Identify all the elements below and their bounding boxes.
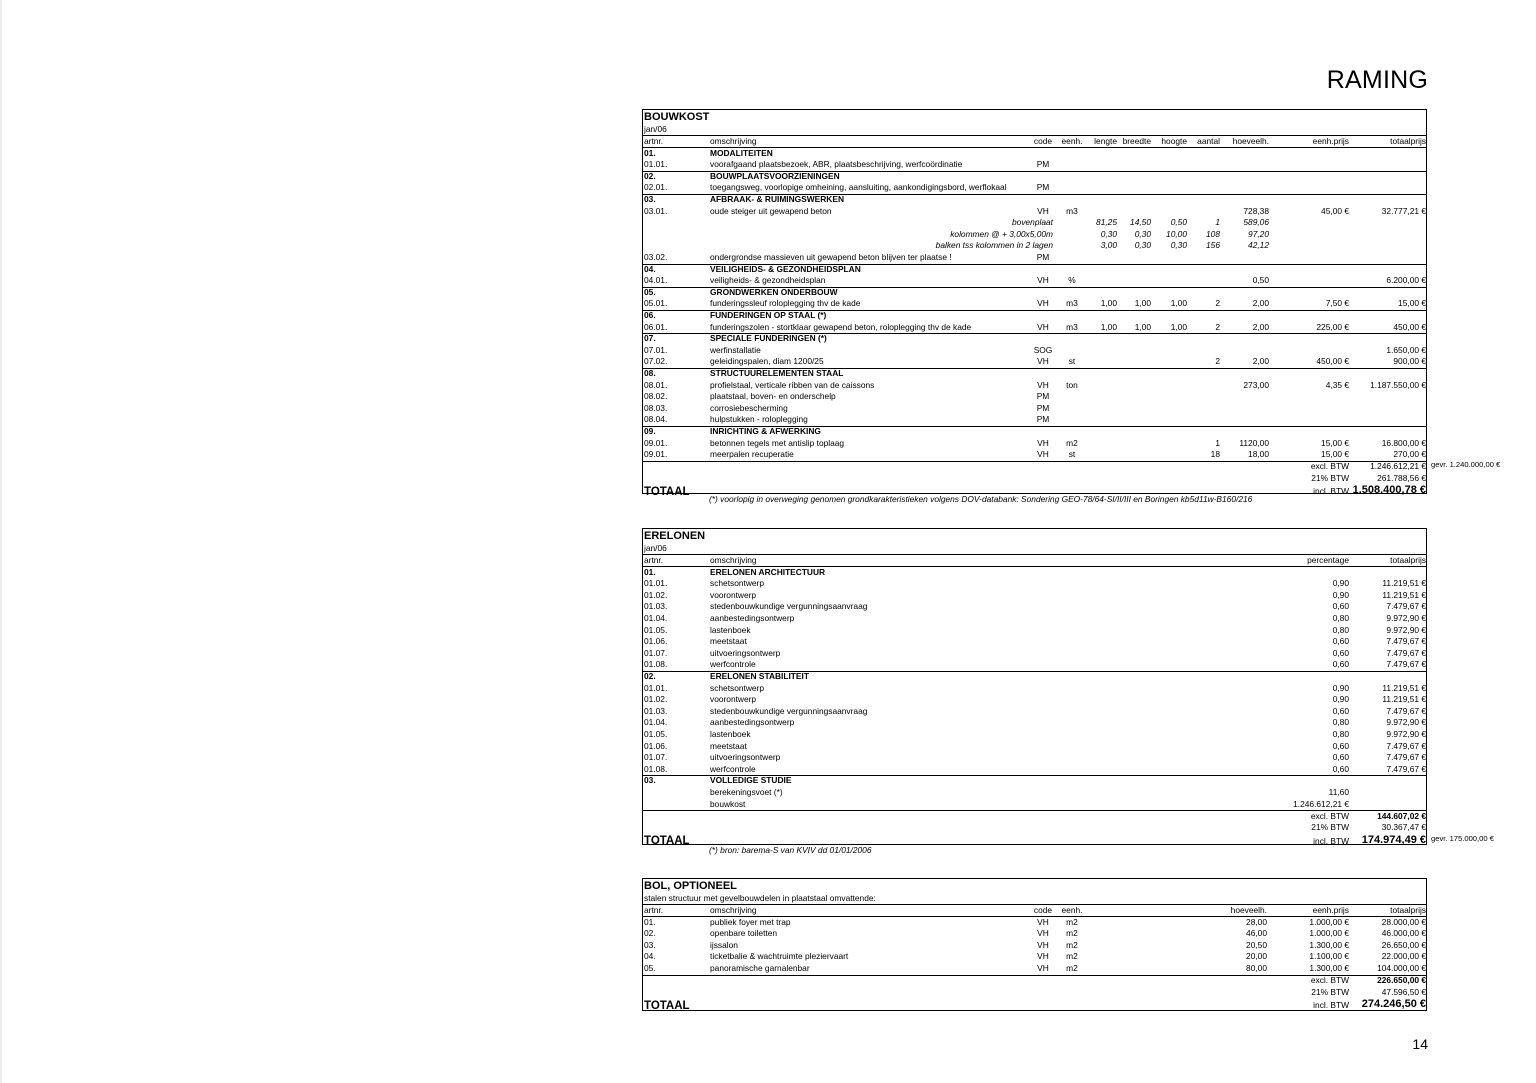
column-header-omschrijving: omschrijving xyxy=(710,905,757,915)
item-tot: 7.479,67 € xyxy=(1386,740,1426,751)
item-nr: 03.01. xyxy=(644,205,668,216)
item-q: 46,00 xyxy=(1246,928,1267,939)
item-nr: 05.01. xyxy=(644,298,668,309)
excl-btw-label: excl. BTW xyxy=(1310,975,1349,985)
item-pct: 0,60 xyxy=(1332,705,1349,716)
item-pct: 0,60 xyxy=(1332,659,1349,670)
item-q: 28,00 xyxy=(1246,916,1267,927)
column-header-omschrijving: omschrijving xyxy=(710,136,757,146)
vat-value: 47.596,50 € xyxy=(1381,986,1426,997)
total-label: TOTAAL xyxy=(644,485,690,498)
erelonen-table xyxy=(642,528,1427,848)
section-number: 09. xyxy=(644,425,656,436)
item-b: 1,00 xyxy=(1134,321,1151,332)
vat-label: 21% BTW xyxy=(1311,986,1349,997)
item-tot: 7.479,67 € xyxy=(1386,763,1426,774)
item-unit: st xyxy=(1068,449,1076,460)
item-nr: 02. xyxy=(644,928,656,939)
total-label: TOTAAL xyxy=(644,999,690,1012)
item-pct: 0,60 xyxy=(1332,763,1349,774)
bol-table xyxy=(642,878,1427,1011)
item-tot: 26.650,00 € xyxy=(1381,939,1426,950)
column-header-eenh: eenh. xyxy=(1061,905,1083,915)
table-date: jan/06 xyxy=(644,124,667,134)
item-h: 1,00 xyxy=(1170,298,1187,309)
item-l: 1,00 xyxy=(1100,298,1117,309)
item-nr: 01.01. xyxy=(644,578,668,589)
section-title: BOUWPLAATSVOORZIENINGEN xyxy=(710,170,840,181)
item-tot: 9.972,90 € xyxy=(1386,612,1426,623)
item-pct: 0,80 xyxy=(1332,717,1349,728)
item-n: 2 xyxy=(1215,356,1220,367)
item-nr: 01.07. xyxy=(644,647,668,658)
item-description: veiligheids- & gezondheidsplan xyxy=(710,275,826,286)
column-header-totaalprijs: totaalprijs xyxy=(1390,136,1426,146)
item-tot: 11.219,51 € xyxy=(1382,682,1426,693)
excl-btw-value: 226.650,00 € xyxy=(1377,975,1426,985)
item-q: 273,00 xyxy=(1243,379,1269,390)
item-description: ondergrondse massieven uit gewapend beton blijven ter plaatse ! xyxy=(710,251,952,262)
item-nr: 01.01. xyxy=(644,159,668,170)
item-nr: 08.03. xyxy=(644,402,668,413)
item-tot: 11.219,51 € xyxy=(1382,589,1426,600)
item-up: 225,00 € xyxy=(1316,321,1349,332)
item-tot: 9.972,90 € xyxy=(1386,717,1426,728)
column-header-code: code xyxy=(1033,136,1053,146)
item-description: geleidingspalen, diam 1200/25 xyxy=(710,356,824,367)
item-description: funderingszolen - stortklaar gewapend beton, roloplegging thv de kade xyxy=(710,321,972,332)
incl-btw-value: 174.974,49 € xyxy=(1361,833,1426,846)
item-tot: 9.972,90 € xyxy=(1386,728,1426,739)
item-nr: 08.02. xyxy=(644,391,668,402)
detail-q: 589,06 xyxy=(1243,217,1269,228)
item-pct: 0,80 xyxy=(1332,612,1349,623)
item-nr: 01.08. xyxy=(644,659,668,670)
item-description: schetsontwerp xyxy=(710,578,764,589)
item-description: panoramische garnalenbar xyxy=(710,962,810,973)
item-description: ticketbalie & wachtruimte pleziervaart xyxy=(710,951,849,962)
item-code: VH xyxy=(1037,275,1049,286)
item-description: openbare toiletten xyxy=(710,928,778,939)
item-tot: 11.219,51 € xyxy=(1382,694,1426,705)
excl-btw-label: excl. BTW xyxy=(1310,461,1349,472)
item-code: VH xyxy=(1037,916,1049,927)
item-description: aanbestedingsontwerp xyxy=(710,612,795,623)
item-tot: 1.187.550,00 € xyxy=(1370,379,1426,390)
section-number: 03. xyxy=(644,193,656,204)
column-header-eenhprijs: eenh.prijs xyxy=(1312,905,1349,915)
item-code: PM xyxy=(1036,251,1050,262)
item-nr: 05. xyxy=(644,962,656,973)
item-unit: m2 xyxy=(1066,951,1078,962)
item-tot: 7.479,67 € xyxy=(1386,647,1426,658)
item-tot: 900,00 € xyxy=(1393,356,1426,367)
detail-b: 14,50 xyxy=(1130,217,1151,228)
detail-n: 108 xyxy=(1206,228,1220,239)
section-title: ERELONEN STABILITEIT xyxy=(710,670,809,681)
item-q: 0,50 xyxy=(1252,275,1269,286)
item-description: toegangsweg, voorlopige omheining, aansluiting, aankondigingsbord, werflokaal xyxy=(710,182,1007,193)
vat-value: 30.367,47 € xyxy=(1381,822,1426,833)
column-header-code: code xyxy=(1033,905,1053,915)
table-subtitle: stalen structuur met gevelbouwdelen in plaatstaal omvattende: xyxy=(644,893,876,903)
section-number: 06. xyxy=(644,309,656,320)
item-pct: 0,90 xyxy=(1332,694,1349,705)
item-up: 450,00 € xyxy=(1316,356,1349,367)
item-unit: m2 xyxy=(1066,437,1078,448)
item-description: uitvoeringsontwerp xyxy=(710,752,781,763)
item-unit: m3 xyxy=(1066,321,1078,332)
item-description: hulpstukken - roloplegging xyxy=(710,414,808,425)
item-code: PM xyxy=(1036,414,1050,425)
section-number: 02. xyxy=(644,170,656,181)
item-q: 80,00 xyxy=(1246,962,1267,973)
item-description: corrosiebescherming xyxy=(710,402,788,413)
item-code: VH xyxy=(1037,356,1049,367)
excl-btw-label: excl. BTW xyxy=(1310,810,1349,821)
incl-btw-value: 274.246,50 € xyxy=(1361,998,1426,1010)
item-description: bouwkost xyxy=(710,798,746,809)
detail-b: 0,30 xyxy=(1134,228,1151,239)
item-unit: m2 xyxy=(1066,916,1078,927)
item-code: VH xyxy=(1037,379,1049,390)
column-header-hoeveelh: hoeveelh. xyxy=(1232,136,1269,146)
excl-btw-value: 1.246.612,21 € xyxy=(1370,461,1426,472)
item-nr: 09.01. xyxy=(644,437,668,448)
item-nr: 01.05. xyxy=(644,728,668,739)
item-n: 18 xyxy=(1210,449,1220,460)
item-code: VH xyxy=(1037,951,1049,962)
item-q: 20,50 xyxy=(1246,939,1267,950)
column-header-totaalprijs: totaalprijs xyxy=(1390,905,1426,915)
item-q: 1120,00 xyxy=(1239,437,1269,448)
page-number: 14 xyxy=(1412,1036,1428,1052)
item-tot: 16.800,00 € xyxy=(1381,437,1426,448)
column-header-artnr: artnr. xyxy=(644,555,664,565)
item-unit: m2 xyxy=(1066,962,1078,973)
item-q: 2,00 xyxy=(1252,321,1269,332)
item-code: VH xyxy=(1037,321,1049,332)
detail-q: 42,12 xyxy=(1248,240,1269,251)
item-description: plaatstaal, boven- en onderschelp xyxy=(710,391,836,402)
bouwkost-requested-amount: gevr. 1.240.000,00 € xyxy=(1431,460,1501,469)
item-description: meerpalen recuperatie xyxy=(710,449,794,460)
item-q: 2,00 xyxy=(1252,356,1269,367)
section-title: MODALITEITEN xyxy=(710,147,773,158)
section-number: 04. xyxy=(644,263,656,274)
detail-label: balken tss kolommen in 2 lagen xyxy=(935,240,1053,251)
item-nr: 07.01. xyxy=(644,344,668,355)
item-code: PM xyxy=(1036,402,1050,413)
item-up: 1.100,00 € xyxy=(1309,951,1349,962)
column-header-lengte: lengte xyxy=(1094,136,1117,146)
vat-value: 261.788,56 € xyxy=(1377,472,1426,483)
item-tot: 9.972,90 € xyxy=(1386,624,1426,635)
item-nr: 02.01. xyxy=(644,182,668,193)
item-n: 1 xyxy=(1215,437,1220,448)
table-title: BOUWKOST xyxy=(644,111,710,123)
item-q: 728,38 xyxy=(1243,205,1269,216)
item-nr: 03.02. xyxy=(644,251,668,262)
item-nr: 03. xyxy=(644,939,656,950)
item-description: werfinstallatie xyxy=(710,344,761,355)
section-title: AFBRAAK- & RUIMINGSWERKEN xyxy=(710,193,844,204)
item-up: 1.000,00 € xyxy=(1309,916,1349,927)
detail-b: 0,30 xyxy=(1134,240,1151,251)
vat-label: 21% BTW xyxy=(1311,472,1349,483)
item-tot: 7.479,67 € xyxy=(1386,636,1426,647)
item-nr: 04.01. xyxy=(644,275,668,286)
item-tot: 104.000,00 € xyxy=(1377,962,1426,973)
item-description: berekeningsvoet (*) xyxy=(710,786,783,797)
item-tot: 7.479,67 € xyxy=(1386,752,1426,763)
item-nr: 01.06. xyxy=(644,636,668,647)
column-header-totaalprijs: totaalprijs xyxy=(1390,555,1426,565)
item-code: VH xyxy=(1037,962,1049,973)
item-n: 2 xyxy=(1215,321,1220,332)
item-up: 7,50 € xyxy=(1325,298,1349,309)
item-nr: 01.07. xyxy=(644,752,668,763)
item-up: 1.300,00 € xyxy=(1309,962,1349,973)
item-nr: 01.05. xyxy=(644,624,668,635)
item-pct: 0,60 xyxy=(1332,601,1349,612)
item-code: VH xyxy=(1037,437,1049,448)
detail-l: 0,30 xyxy=(1100,228,1117,239)
item-pct: 1.246.612,21 € xyxy=(1293,798,1349,809)
item-l: 1,00 xyxy=(1100,321,1117,332)
section-title: INRICHTING & AFWERKING xyxy=(710,425,821,436)
item-b: 1,00 xyxy=(1134,298,1151,309)
item-description: voorafgaand plaatsbezoek, ABR, plaatsbeschrijving, werfcoördinatie xyxy=(710,159,963,170)
item-nr: 01.03. xyxy=(644,705,668,716)
section-title: FUNDERINGEN OP STAAL (*) xyxy=(710,309,827,320)
item-description: werfcontrole xyxy=(710,763,756,774)
section-title: VOLLEDIGE STUDIE xyxy=(710,775,792,786)
detail-h: 0,30 xyxy=(1170,240,1187,251)
erelonen-footnote: (*) bron: barema-S van KVIV dd 01/01/2006 xyxy=(709,845,872,855)
section-title: GRONDWERKEN ONDERBOUW xyxy=(710,286,838,297)
item-tot: 46.000,00 € xyxy=(1381,928,1426,939)
item-description: aanbestedingsontwerp xyxy=(710,717,795,728)
item-unit: % xyxy=(1068,275,1076,286)
item-up: 45,00 € xyxy=(1321,205,1349,216)
item-up: 1.000,00 € xyxy=(1309,928,1349,939)
detail-n: 1 xyxy=(1215,217,1220,228)
item-tot: 28.000,00 € xyxy=(1381,916,1426,927)
bouwkost-table xyxy=(642,109,1427,498)
item-nr: 09.01. xyxy=(644,449,668,460)
item-nr: 01.04. xyxy=(644,717,668,728)
column-header-artnr: artnr. xyxy=(644,905,664,915)
section-title: STRUCTUURELEMENTEN STAAL xyxy=(710,367,844,378)
item-description: funderingssleuf roloplegging thv de kade xyxy=(710,298,861,309)
item-n: 2 xyxy=(1215,298,1220,309)
item-pct: 0,90 xyxy=(1332,589,1349,600)
item-code: VH xyxy=(1037,928,1049,939)
item-code: VH xyxy=(1037,298,1049,309)
column-header-hoeveelh: hoeveelh. xyxy=(1230,905,1267,915)
excl-btw-value: 144.607,02 € xyxy=(1377,810,1426,821)
section-title: VEILIGHEIDS- & GEZONDHEIDSPLAN xyxy=(710,263,861,274)
section-number: 01. xyxy=(644,147,656,158)
item-nr: 01.01. xyxy=(644,682,668,693)
column-header-eenhprijs: eenh.prijs xyxy=(1312,136,1349,146)
incl-btw-label: incl. BTW xyxy=(1313,1000,1349,1010)
item-up: 1.300,00 € xyxy=(1309,939,1349,950)
detail-h: 10,00 xyxy=(1166,228,1187,239)
item-code: PM xyxy=(1036,159,1050,170)
item-description: voorontwerp xyxy=(710,694,757,705)
item-q: 2,00 xyxy=(1252,298,1269,309)
vat-label: 21% BTW xyxy=(1311,822,1349,833)
item-description: betonnen tegels met antislip toplaag xyxy=(710,437,845,448)
detail-l: 81,25 xyxy=(1096,217,1117,228)
item-unit: m3 xyxy=(1066,205,1078,216)
item-code: PM xyxy=(1036,391,1050,402)
item-h: 1,00 xyxy=(1170,321,1187,332)
column-header-breedte: breedte xyxy=(1122,136,1151,146)
item-unit: m2 xyxy=(1066,928,1078,939)
section-number: 02. xyxy=(644,670,656,681)
item-tot: 7.479,67 € xyxy=(1386,659,1426,670)
item-q: 18,00 xyxy=(1248,449,1269,460)
item-nr: 01.02. xyxy=(644,694,668,705)
item-nr: 01.08. xyxy=(644,763,668,774)
item-tot: 7.479,67 € xyxy=(1386,705,1426,716)
item-nr: 08.01. xyxy=(644,379,668,390)
item-tot: 270,00 € xyxy=(1393,449,1426,460)
item-code: VH xyxy=(1037,205,1049,216)
item-pct: 0,90 xyxy=(1332,682,1349,693)
detail-n: 156 xyxy=(1206,240,1220,251)
bouwkost-footnote: (*) voorlopig in overweging genomen grondkarakteristieken volgens DOV-databank: Sondering GEO-78/64-SI/II/III en Boringen kb5d11w-B160/216 xyxy=(709,494,1253,504)
table-title: ERELONEN xyxy=(644,530,706,542)
item-description: lastenboek xyxy=(710,624,751,635)
section-number: 03. xyxy=(644,775,656,786)
column-header-omschrijving: omschrijving xyxy=(710,555,757,565)
item-tot: 15,00 € xyxy=(1398,298,1426,309)
item-description: voorontwerp xyxy=(710,589,757,600)
section-number: 08. xyxy=(644,367,656,378)
item-nr: 04. xyxy=(644,951,656,962)
item-nr: 06.01. xyxy=(644,321,668,332)
item-nr: 07.02. xyxy=(644,356,668,367)
item-pct: 0,60 xyxy=(1332,647,1349,658)
item-q: 20,00 xyxy=(1246,951,1267,962)
detail-label: kolommen @ + 3,00x5,00m xyxy=(950,228,1053,239)
total-label: TOTAAL xyxy=(644,835,690,848)
detail-l: 3,00 xyxy=(1100,240,1117,251)
section-number: 05. xyxy=(644,286,656,297)
column-header-artnr: artnr. xyxy=(644,136,664,146)
item-up: 4,35 € xyxy=(1325,379,1349,390)
item-description: lastenboek xyxy=(710,728,751,739)
item-pct: 11,60 xyxy=(1328,786,1349,797)
item-tot: 1.650,00 € xyxy=(1386,344,1426,355)
item-code: SOG xyxy=(1033,344,1053,355)
incl-btw-label: incl. BTW xyxy=(1313,486,1349,497)
item-description: oude steiger uit gewapend beton xyxy=(710,205,832,216)
item-description: profielstaal, verticale ribben van de caissons xyxy=(710,379,875,390)
column-header-eenh: eenh. xyxy=(1061,136,1083,146)
item-tot: 32.777,21 € xyxy=(1381,205,1426,216)
item-description: ijssalon xyxy=(710,939,738,950)
item-code: VH xyxy=(1037,449,1049,460)
item-pct: 0,80 xyxy=(1332,728,1349,739)
item-unit: m2 xyxy=(1066,939,1078,950)
item-up: 15,00 € xyxy=(1321,449,1349,460)
item-code: VH xyxy=(1037,939,1049,950)
item-pct: 0,60 xyxy=(1332,636,1349,647)
item-unit: ton xyxy=(1066,379,1078,390)
column-header-percentage: percentage xyxy=(1307,555,1349,565)
item-unit: st xyxy=(1068,356,1076,367)
item-tot: 11.219,51 € xyxy=(1382,578,1426,589)
page-edge xyxy=(0,0,2,1083)
incl-btw-value: 1.508.400,78 € xyxy=(1352,484,1426,497)
item-description: stedenbouwkundige vergunningsaanvraag xyxy=(710,705,868,716)
item-nr: 01.06. xyxy=(644,740,668,751)
item-up: 15,00 € xyxy=(1321,437,1349,448)
item-description: werfcontrole xyxy=(710,659,756,670)
erelonen-requested-amount: gevr. 175.000,00 € xyxy=(1431,834,1494,843)
item-description: stedenbouwkundige vergunningsaanvraag xyxy=(710,601,868,612)
item-nr: 01.04. xyxy=(644,612,668,623)
section-title: ERELONEN ARCHITECTUUR xyxy=(710,566,826,577)
item-nr: 01.02. xyxy=(644,589,668,600)
item-description: schetsontwerp xyxy=(710,682,764,693)
item-pct: 0,60 xyxy=(1332,740,1349,751)
item-description: meetstaat xyxy=(710,636,747,647)
item-unit: m3 xyxy=(1066,298,1078,309)
section-number: 01. xyxy=(644,566,656,577)
table-date: jan/06 xyxy=(644,543,667,553)
item-pct: 0,60 xyxy=(1332,752,1349,763)
incl-btw-label: incl. BTW xyxy=(1313,835,1349,846)
column-header-hoogte: hoogte xyxy=(1161,136,1187,146)
item-tot: 22.000,00 € xyxy=(1381,951,1426,962)
item-tot: 7.479,67 € xyxy=(1386,601,1426,612)
item-pct: 0,80 xyxy=(1332,624,1349,635)
item-code: PM xyxy=(1036,182,1050,193)
detail-h: 0,50 xyxy=(1170,217,1187,228)
detail-label: bovenplaat xyxy=(1012,217,1053,228)
section-number: 07. xyxy=(644,333,656,344)
item-tot: 6.200,00 € xyxy=(1386,275,1426,286)
item-pct: 0,90 xyxy=(1332,578,1349,589)
page-title: RAMING xyxy=(1326,66,1428,94)
section-title: SPECIALE FUNDERINGEN (*) xyxy=(710,333,827,344)
item-description: meetstaat xyxy=(710,740,747,751)
item-tot: 450,00 € xyxy=(1393,321,1426,332)
item-description: publiek foyer met trap xyxy=(710,916,791,927)
detail-q: 97,20 xyxy=(1248,228,1269,239)
column-header-aantal: aantal xyxy=(1197,136,1220,146)
table-title: BOL, OPTIONEEL xyxy=(644,880,737,892)
item-nr: 08.04. xyxy=(644,414,668,425)
item-description: uitvoeringsontwerp xyxy=(710,647,781,658)
item-nr: 01. xyxy=(644,916,656,927)
item-nr: 01.03. xyxy=(644,601,668,612)
